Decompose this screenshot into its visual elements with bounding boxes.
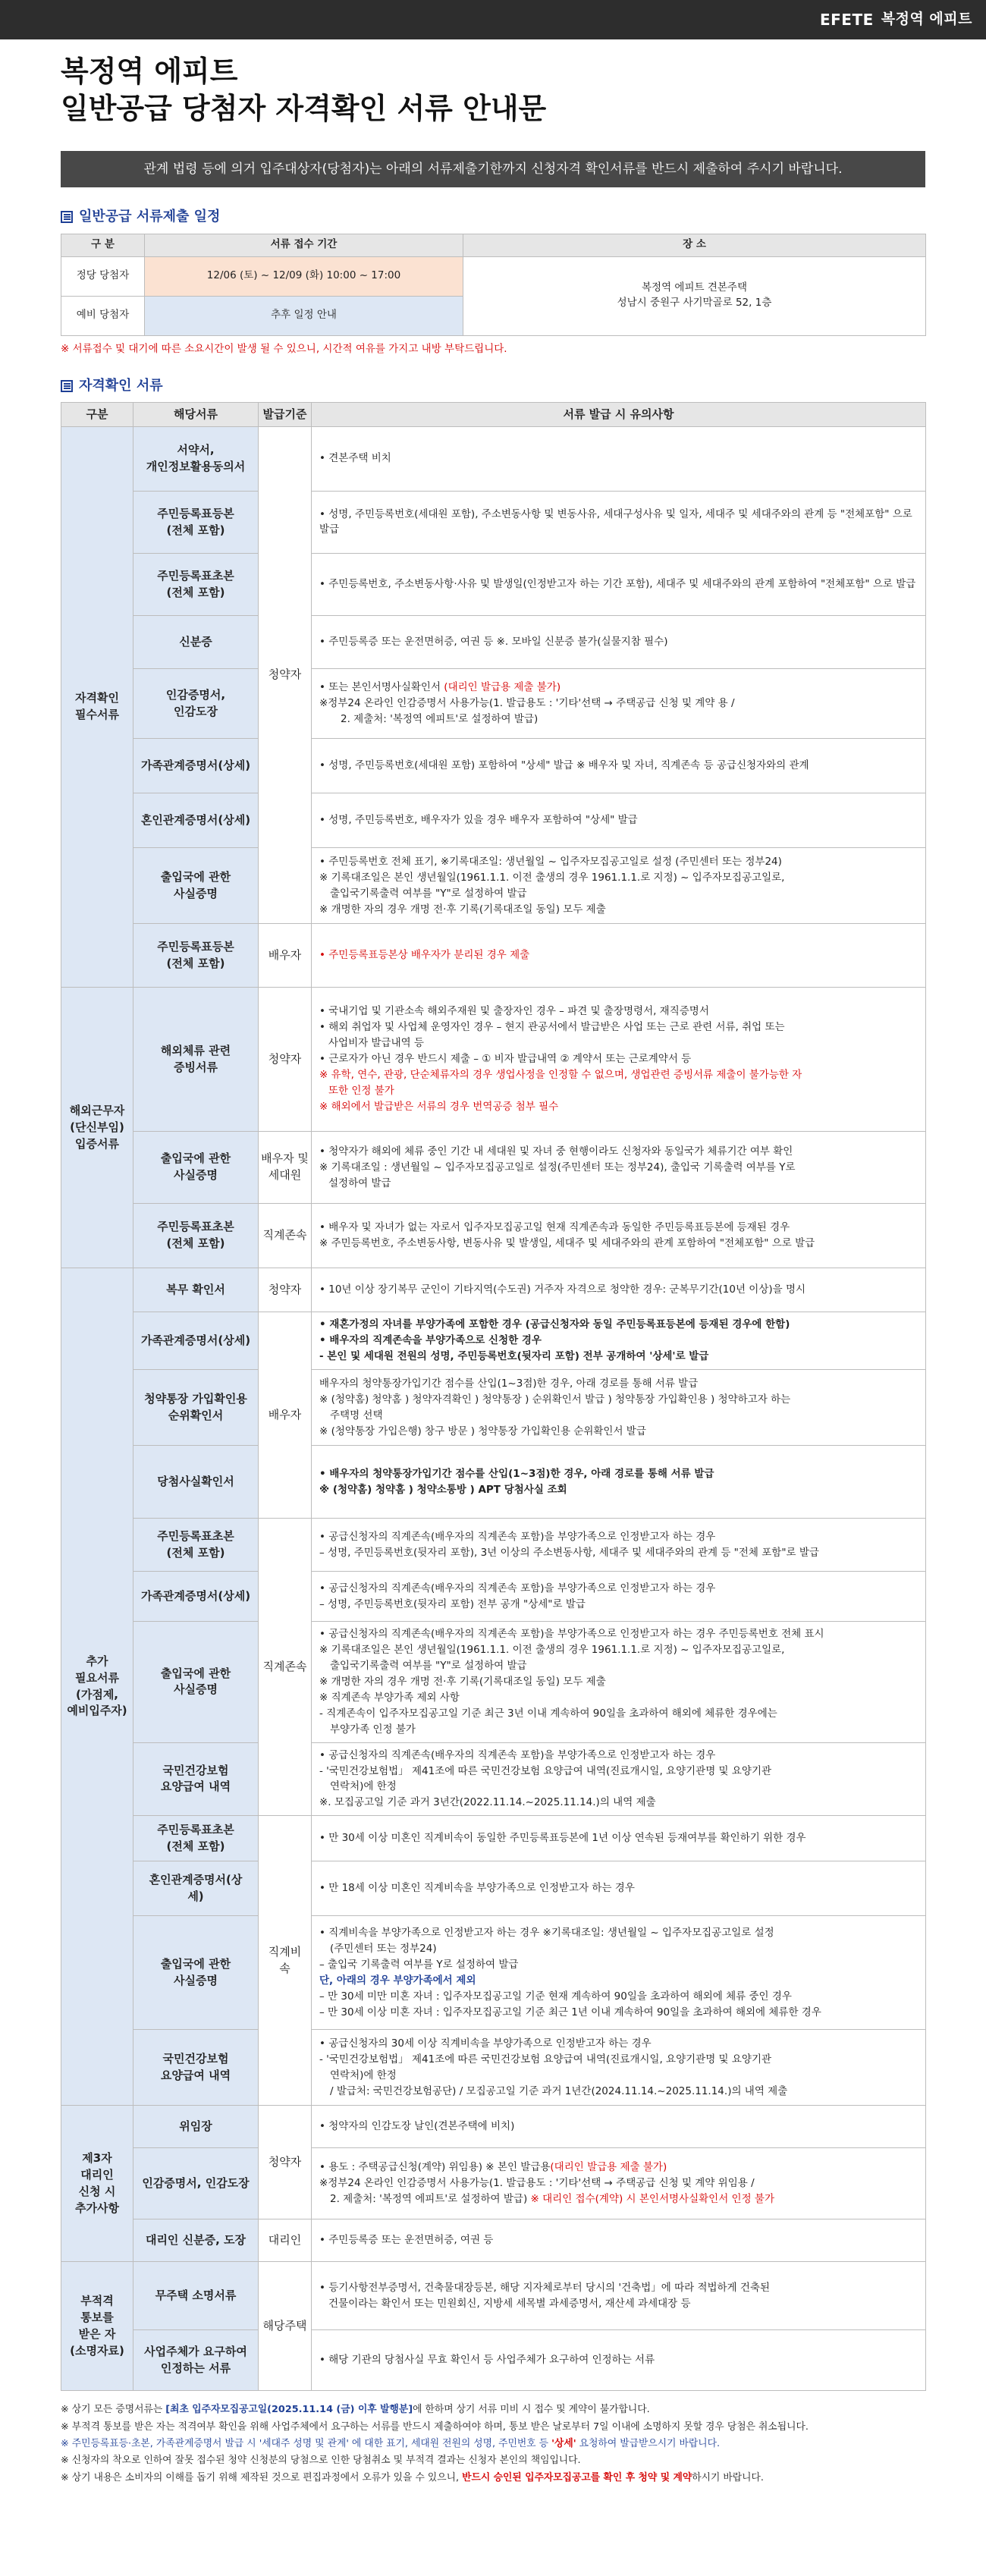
footer-notes: ※ 상기 모든 증명서류는 [최초 입주자모집공고일(2025.11.14 (금) 이후 발행분]에 한하며 상기 서류 미비 시 접수 및 계약이 불가합니다. ※ 부적격 통보를 받은 자는 적격여부 확인을 위해 사업주체에서 요구하는 서류를 반드시 제출하여야 하며, 통보 받은 날로부터 7일 이내에 소명하지 못할 경우 당첨은 취소됩니다. ※ 주민등록표등·초본, 가족관계증명서 발급 시 '세대주 성명 및 관계' 에 대한 표기, 세대원 전원의 성명, 주민번호 등 '상세' 요청하여 발급받으시기 바랍니다. ※ 신청자의 착오로 인하여 잘못 접수된 청약 신청분의 당첨으로 인한 당첨취소 및 부적격 결과는 신청자 본인의 책임입니다. ※ 상기 내용은 소비자의 이해를 돕기 위해 제작된 것으로 편집과정에서 오류가 있을 수 있으니, 반드시 승인된 입주자모집공고를 확인 후 청약 및 계약하시기 바랍니다. [61,2404,809,2483]
page-subtitle: 일반공급 당첨자 자격확인 서류 안내문 [61,92,547,126]
doc-note: • 청약자가 해외에 체류 중인 기간 내 세대원 및 자녀 중 현행이라도 신청자와 동일국가 체류기간 여부 확인 ※ 기록대조일 : 생년월일 ~ 입주자모집공고일로 설정(주민센터 또는 정부24), 출입국 기록출력 여부를 Y로 설정하여 발급 [312,1132,926,1204]
doc-note: 배우자의 청약통장가입기간 점수를 산입(1~3점)한 경우, 아래 경로를 통해 서류 발급 ※ (청약홈) 청약홈 ) 청약자격확인 ) 청약통장 ) 순위확인서 발급 ) 청약통장 가입확인용 ) 청약하고자 하는 주택명 선택 ※ (청약통장 가입은행) 창구 방문 ) 청약통장 가입확인용 순위확인서 발급 [312,1370,926,1446]
doc-note: • 국내기업 및 기관소속 해외주재원 및 출장자인 경우 – 파견 및 출장명령서, 재직증명서 • 해외 취업자 및 사업체 운영자인 경우 – 현지 관공서에서 발급받은 사업 또는 근로 관련 서류, 취업 또는 사업비자 발급내역 등 • 근로자가 아닌 경우 반드시 제출 – ① 비자 발급내역 ② 계약서 또는 근로계약서 등 ※ 유학, 연수, 관광, 단순체류자의 경우 생업사정을 인정할 수 없으며, 생업관련 증빙서류 제출이 불가능한 자 또한 인정 불가 ※ 해외에서 발급받은 서류의 경우 번역공증 첨부 필수 [312,988,926,1132]
schedule-place: 복정역 에피트 견본주택 성남시 중원구 사기막골로 52, 1층 [463,256,926,335]
doc-name: 혼인관계증명서(상세) [133,793,259,848]
doc-note: • 공급신청자의 직계존속(배우자의 직계존속 포함)을 부양가족으로 인정받고자 하는 경우 주민등록번호 전체 표시 ※ 기록대조일은 본인 생년월일(1961.1.1. 이전 출생의 경우 1961.1.1.로 지정) ~ 입주자모집공고일로, 출입국기록출력 여부를 "Y"로 설정하여 발급 ※ 개명한 자의 경우 개명 전·후 기록(기록대조일 동일) 모두 제출 ※ 직계존속 부양가족 제외 사항 - 직계존속이 입주자모집공고일 기준 최근 3년 이내 계속하여 90일을 초과하여 해외에 체류한 경우에는 부양가족 인정 불가 [312,1622,926,1742]
issuer: 배우자 및 세대원 [259,1132,312,1204]
doc-name: 출입국에 관한 사실증명 [133,1916,259,2030]
doc-note: • 배우자의 청약통장가입기간 점수를 산입(1~3점)한 경우, 아래 경로를 통해 서류 발급 ※ (청약홈) 청약홈 ) 청약소통방 ) APT 당첨사실 조회 [312,1446,926,1519]
issuer: 배우자 [259,924,312,988]
list-icon [61,211,73,223]
col-period: 서류 접수 기간 [145,234,463,256]
doc-name: 인감증명서, 인감도장 [133,669,259,739]
col-category: 구 분 [61,234,145,256]
doc-name: 대리인 신분증, 도장 [133,2219,259,2262]
site-name: 복정역 에피트 [881,11,972,28]
schedule-row-label: 정당 당첨자 [61,256,145,296]
issuer: 배우자 [259,1312,312,1519]
doc-name: 주민등록표초본 (전체 포함) [133,554,259,616]
doc-name: 인감증명서, 인감도장 [133,2148,259,2219]
doc-note: • 등기사항전부증명서, 건축물대장등본, 해당 지자체로부터 당시의 '건축법」에 따라 적법하게 건축된 건물이라는 확인서 또는 민원회신, 지방세 세목별 과세증명서, 재산세 과세대장 등 [312,2262,926,2330]
doc-note: • 견본주택 비치 [312,427,926,492]
issuer: 청약자 [259,427,312,924]
doc-note: • 공급신청자의 직계존속(배우자의 직계존속 포함)을 부양가족으로 인정받고자 하는 경우 - '국민건강보험법」 제41조에 따른 국민건강보험 요양급여 내역(진료개시일, 요양기관명 및 요양기관 연락처)에 한정 ※. 모집공고일 기준 과거 3년간(2022.11.14.~2025.11.14.)의 내역 제출 [312,1742,926,1816]
title-block [0,39,986,128]
issuer: 청약자 [259,1268,312,1312]
category-agent: 제3자 대리인 신청 시 추가사항 [61,2106,133,2262]
doc-note: • 주민등록증 또는 운전면허증, 여권 등 ※. 모바일 신분증 불가(실물지참 필수) [312,616,926,669]
doc-note: • 성명, 주민등록번호(세대원 포함), 주소변동사항 및 변동사유, 세대구성사유 및 일자, 세대주 및 세대주와의 관계 등 "전체포함" 으로 발급 [312,492,926,554]
doc-name: 당첨사실확인서 [133,1446,259,1519]
issuer: 대리인 [259,2219,312,2262]
issuer: 청약자 [259,988,312,1132]
doc-name: 국민건강보험 요양급여 내역 [133,2030,259,2106]
doc-note: • 만 30세 이상 미혼인 직계비속이 동일한 주민등록표등본에 1년 이상 연속된 등재여부를 확인하기 위한 경우 [312,1816,926,1861]
issuer: 해당주택 [259,2262,312,2391]
doc-note: • 10년 이상 장기복무 군인이 기타지역(수도권) 거주자 자격으로 청약한 경우: 군복무기간(10년 이상)을 명시 [312,1268,926,1312]
doc-name: 주민등록표등본 (전체 포함) [133,924,259,988]
category-required: 자격확인 필수서류 [61,427,133,988]
doc-note: • 직계비속을 부양가족으로 인정받고자 하는 경우 ※기록대조일: 생년월일 ~ 입주자모집공고일로 설정 (주민센터 또는 정부24) – 출입국 기록출력 여부를 Y로 설정하여 발급 단, 아래의 경우 부양가족에서 제외 – 만 30세 미만 미혼 자녀 : 입주자모집공고일 기준 현재 계속하여 90일을 초과하여 해외에 체류 중인 경우 – 만 30세 이상 미혼 자녀 : 입주자모집공고일 기준 최근 1년 이내 계속하여 90일을 초과하여 해외에 체류한 경우 [312,1916,926,2030]
doc-name: 국민건강보험 요양급여 내역 [133,1742,259,1816]
doc-note: • 성명, 주민등록번호, 배우자가 있을 경우 배우자 포함하여 "상세" 발급 [312,793,926,848]
issuer: 청약자 [259,2106,312,2219]
schedule-table [61,234,926,336]
doc-note: • 공급신청자의 직계존속(배우자의 직계존속 포함)을 부양가족으로 인정받고자 하는 경우 – 성명, 주민등록번호(뒷자리 포함), 3년 이상의 주소변동사항, 세대주 및 세대주와의 관계 등 "전체 포함"로 발급 [312,1519,926,1572]
col-place: 장 소 [463,234,926,256]
col-category: 구분 [61,403,133,427]
col-issuer: 발급기준 [259,403,312,427]
doc-note: • 주민등록표등본상 배우자가 분리된 경우 제출 [312,924,926,988]
brand-logo: EFETE [819,10,874,29]
doc-name: 주민등록표초본 (전체 포함) [133,1204,259,1268]
doc-note: • 용도 : 주택공급신청(계약) 위임용) ※ 본인 발급용(대리인 발급용 제출 불가) ※정부24 온라인 인감증명서 사용가능(1. 발급용도 : '기타'선택 → 주택공급 신청 및 계약 위임용 / 2. 제출처: '복정역 에피트'로 설정하여 발급) ※ 대리인 접수(계약) 시 본인서명사실확인서 인정 불가 [312,2148,926,2219]
category-overseas: 해외근무자 (단신부임) 입증서류 [61,988,133,1268]
doc-name: 위임장 [133,2106,259,2148]
doc-name: 복무 확인서 [133,1268,259,1312]
list-icon [61,380,73,392]
doc-name: 서약서, 개인정보활용동의서 [133,427,259,492]
doc-note: • 주민등록증 또는 운전면허증, 여권 등 [312,2219,926,2262]
doc-note: • 재혼가정의 자녀를 부양가족에 포함한 경우 (공급신청자와 동일 주민등록표등본에 등재된 경우에 한함) • 배우자의 직계존속을 부양가족으로 신청한 경우 - 본인 및 세대원 전원의 성명, 주민등록번호(뒷자리 포함) 전부 공개하여 '상세'로 발급 [312,1312,926,1370]
doc-name: 가족관계증명서(상세) [133,1572,259,1622]
col-notes: 서류 발급 시 유의사항 [312,403,926,427]
doc-name: 출입국에 관한 사실증명 [133,1132,259,1204]
doc-note: • 주민등록번호, 주소변동사항·사유 및 발생일(인정받고자 하는 기간 포함), 세대주 및 세대주와의 관계 포함하여 "전체포함" 으로 발급 [312,554,926,616]
doc-note: • 해당 기관의 당첨사실 무효 확인서 등 사업주체가 요구하여 인정하는 서류 [312,2330,926,2391]
doc-name: 출입국에 관한 사실증명 [133,848,259,924]
documents-table [61,402,926,2391]
notice-banner: 관계 법령 등에 의거 입주대상자(당첨자)는 아래의 서류제출기한까지 신청자격 확인서류를 반드시 제출하여 주시기 바랍니다. [61,151,925,188]
doc-note: • 성명, 주민등록번호(세대원 포함) 포함하여 "상세" 발급 ※ 배우자 및 자녀, 직계존속 등 공급신청자와의 관계 [312,739,926,793]
doc-name: 혼인관계증명서(상 세) [133,1861,259,1916]
issuer: 직계비 속 [259,1816,312,2106]
issuer: 직계존속 [259,1519,312,1816]
schedule-row-period: 추후 일정 안내 [145,296,463,335]
doc-name: 주민등록표초본 (전체 포함) [133,1816,259,1861]
top-bar [0,0,986,39]
doc-note: • 주민등록번호 전체 표기, ※기록대조일: 생년월일 ~ 입주자모집공고일로 설정 (주민센터 또는 정부24) ※ 기록대조일은 본인 생년월일(1961.1.1. 이전 출생의 경우 1961.1.1.로 지정) ~ 입주자모집공고일로, 출입국기록출력 여부를 "Y"로 설정하여 발급 ※ 개명한 자의 경우 개명 전·후 기록(기록대조일 동일) 모두 제출 [312,848,926,924]
page-title: 복정역 에피트 [61,55,238,88]
docs-section-title: 자격확인 서류 [61,376,925,396]
schedule-section-title: 일반공급 서류제출 일정 [61,207,925,227]
doc-name: 무주택 소명서류 [133,2262,259,2330]
doc-note: • 공급신청자의 30세 이상 직계비속을 부양가족으로 인정받고자 하는 경우 - '국민건강보험법」 제41조에 따른 국민건강보험 요양급여 내역(진료개시일, 요양기관명 및 요양기관 연락처)에 한정 / 발급처: 국민건강보험공단) / 모집공고일 기준 과거 1년간(2024.11.14.~2025.11.14.)의 내역 제출 [312,2030,926,2106]
category-additional: 추가 필요서류 (가점제, 예비입주자) [61,1268,133,2106]
doc-name: 출입국에 관한 사실증명 [133,1622,259,1742]
doc-note: • 공급신청자의 직계존속(배우자의 직계존속 포함)을 부양가족으로 인정받고자 하는 경우 – 성명, 주민등록번호(뒷자리 포함) 전부 공개 "상세"로 발급 [312,1572,926,1622]
schedule-row-period: 12/06 (토) ~ 12/09 (화) 10:00 ~ 17:00 [145,256,463,296]
issuer: 직계존속 [259,1204,312,1268]
doc-note: • 배우자 및 자녀가 없는 자로서 입주자모집공고일 현재 직계존속과 동일한 주민등록표등본에 등재된 경우 ※ 주민등록번호, 주소변동사항, 변동사유 및 발생일, 세대주 및 세대주와의 관계 포함하여 "전체포함" 으로 발급 [312,1204,926,1268]
doc-name: 사업주체가 요구하여 인정하는 서류 [133,2330,259,2391]
doc-name: 주민등록표등본 (전체 포함) [133,492,259,554]
doc-note: • 청약자의 인감도장 날인(견본주택에 비치) [312,2106,926,2148]
doc-note: • 또는 본인서명사실확인서 (대리인 발급용 제출 불가) ※정부24 온라인 인감증명서 사용가능(1. 발급용도 : '기타'선택 → 주택공급 신청 및 계약 용 / 2. 제출처: '복정역 에피트'로 설정하여 발급) [312,669,926,739]
doc-name: 해외체류 관련 증빙서류 [133,988,259,1132]
schedule-row-label: 예비 당첨자 [61,296,145,335]
doc-name: 청약통장 가입확인용 순위확인서 [133,1370,259,1446]
doc-name: 신분증 [133,616,259,669]
doc-name: 가족관계증명서(상세) [133,1312,259,1370]
schedule-note: ※ 서류접수 및 대기에 따른 소요시간이 발생 될 수 있으니, 시간적 여유를 가지고 내방 부탁드립니다. [61,342,507,355]
category-ineligible: 부적격 통보를 받은 자 (소명자료) [61,2262,133,2391]
col-document: 해당서류 [133,403,259,427]
doc-note: • 만 18세 이상 미혼인 직계비속을 부양가족으로 인정받고자 하는 경우 [312,1861,926,1916]
doc-name: 주민등록표초본 (전체 포함) [133,1519,259,1572]
doc-name: 가족관계증명서(상세) [133,739,259,793]
